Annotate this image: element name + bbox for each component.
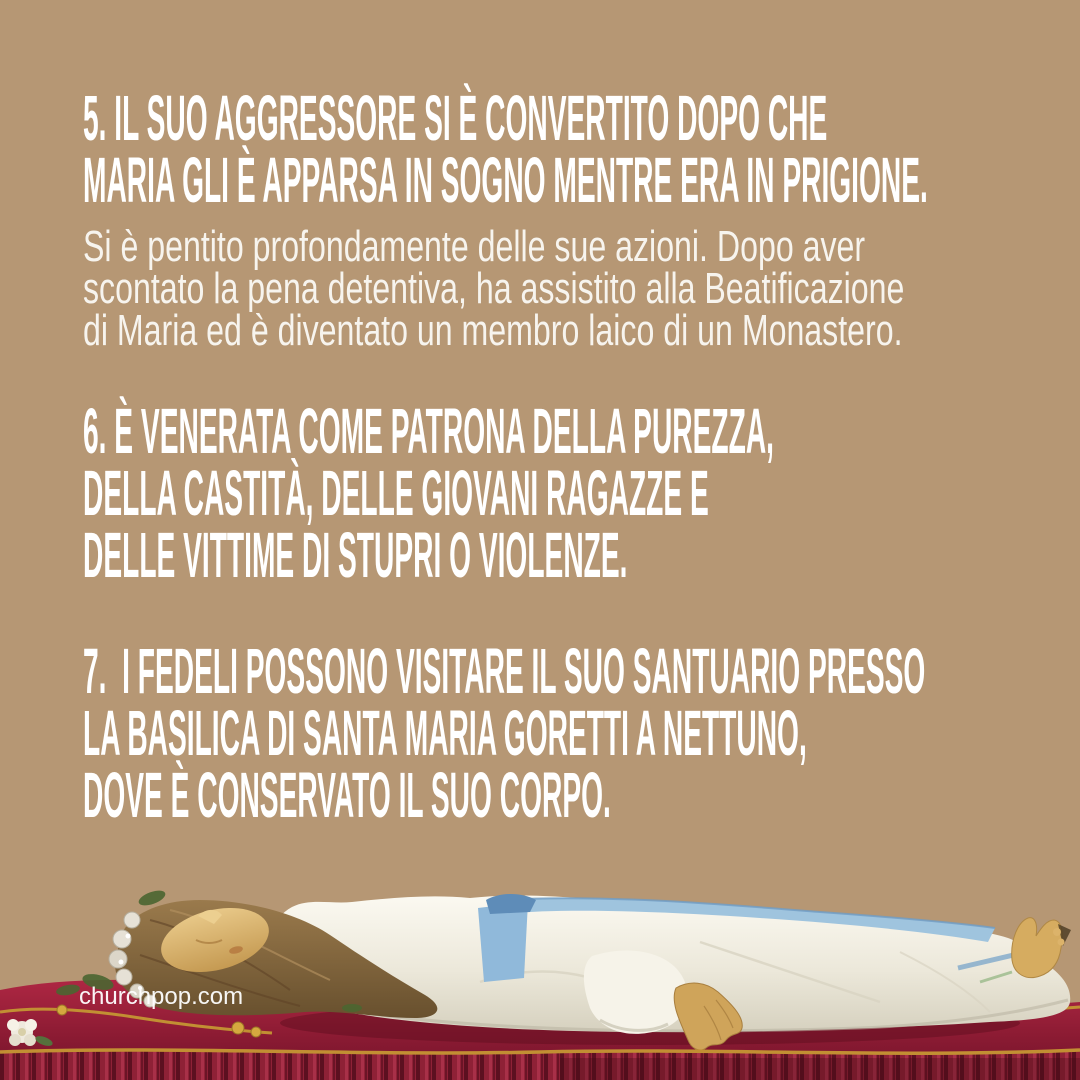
watermark: churchpop.com <box>79 983 244 1010</box>
effigy-feet <box>1012 918 1063 978</box>
section-6-heading <box>83 395 1080 591</box>
heading-line: DOVE È CONSERVATO IL SUO CORPO. <box>83 759 611 831</box>
heading-line: 6. È VENERATA COME PATRONA DELLA PUREZZA, <box>83 395 774 467</box>
heading-line: 7. I FEDELI POSSONO VISITARE IL SUO SANTUARIO PRESSO <box>83 635 926 707</box>
section-7-heading <box>83 635 1080 831</box>
maria-goretti-effigy-photo <box>0 860 1080 1080</box>
section-5-heading <box>83 82 1080 216</box>
heading-line: LA BASILICA DI SANTA MARIA GORETTI A NETTUNO, <box>83 697 807 769</box>
body-line: Si è pentito profondamente delle sue azioni. Dopo aver <box>83 222 866 271</box>
heading-line: DELLA CASTITÀ, DELLE GIOVANI RAGAZZE E <box>83 457 709 529</box>
blue-sash-ribbon <box>478 902 528 982</box>
heading-line: DELLE VITTIME DI STUPRI O VIOLENZE. <box>83 519 628 591</box>
heading-line: MARIA GLI È APPARSA IN SOGNO MENTRE ERA IN PRIGIONE. <box>83 144 928 216</box>
heading-line: 5. IL SUO AGGRESSORE SI È CONVERTITO DOPO CHE <box>83 82 828 154</box>
section-5-body <box>83 222 1080 355</box>
body-line: di Maria ed è diventato un membro laico di un Monastero. <box>83 306 903 355</box>
body-line: scontato la pena detentiva, ha assistito alla Beatificazione <box>83 264 905 313</box>
